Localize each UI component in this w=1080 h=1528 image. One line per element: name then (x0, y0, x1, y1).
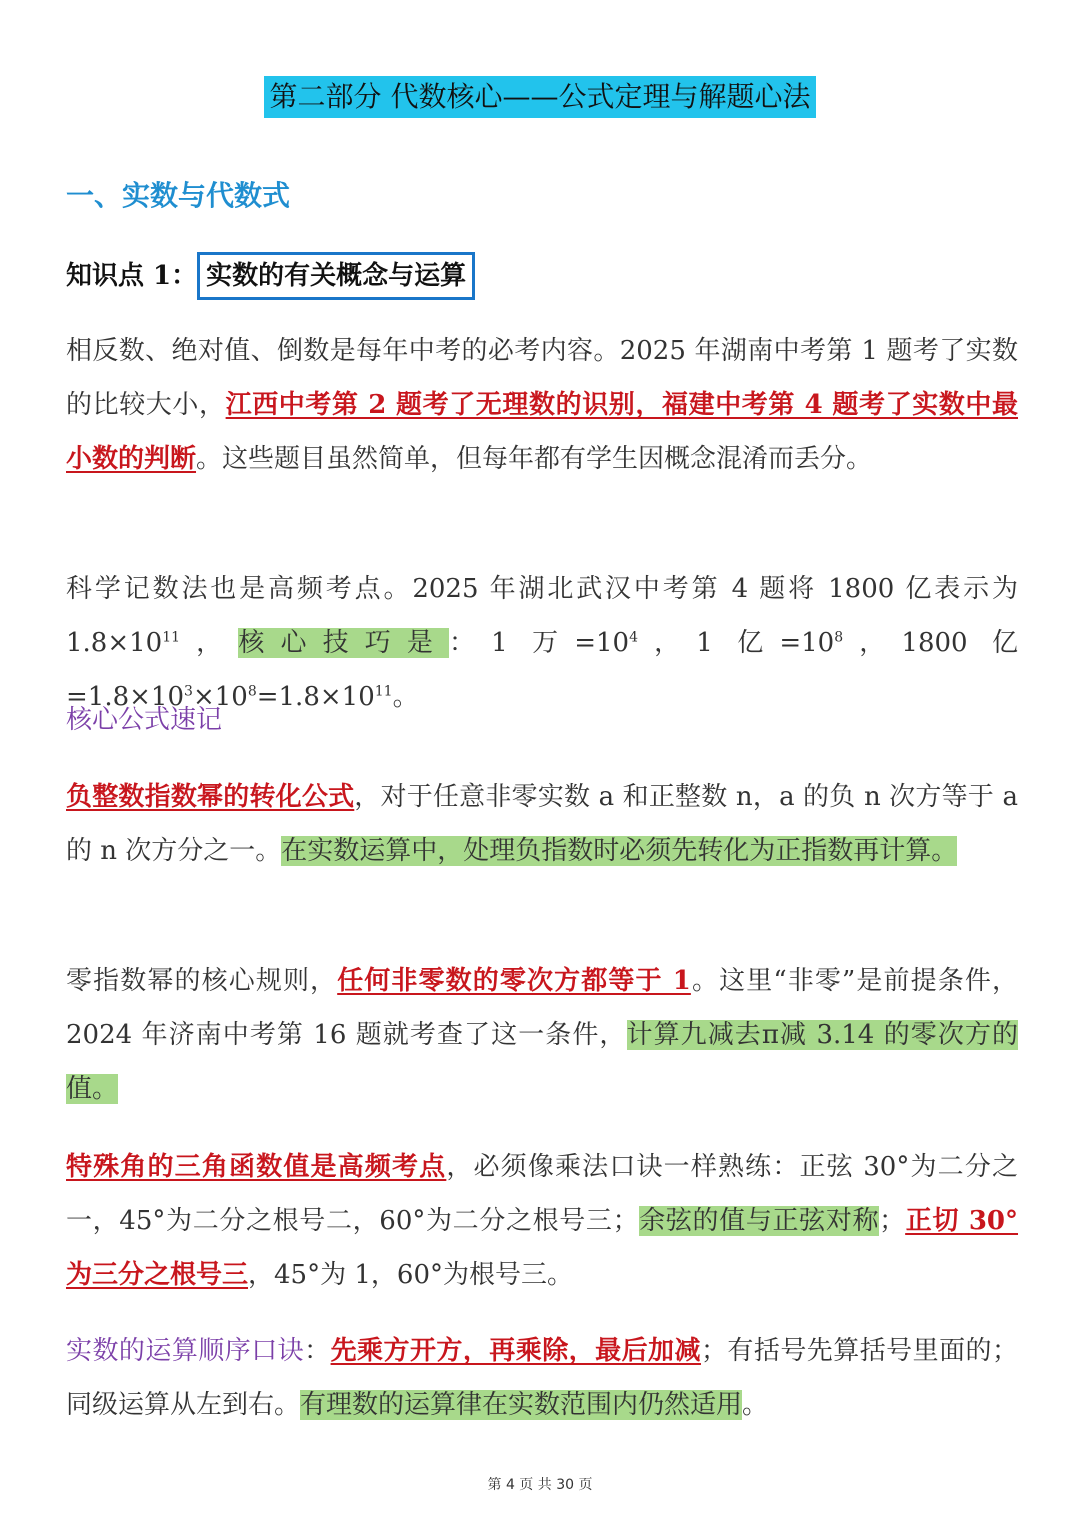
exponent: 3 (184, 683, 193, 700)
text: ，必须像乘法口诀一样熟练：正弦 30°为二分之一，45°为二分之根号二，60°为二分之根号三； (66, 1152, 1018, 1236)
text: ，1 亿=10 (638, 628, 835, 658)
green-highlight: 计算九减去π减 3.14 的零次方的值。 (66, 1020, 1018, 1104)
text: 。 (392, 682, 419, 712)
exponent: 8 (247, 683, 257, 700)
text: 。 (742, 1390, 769, 1420)
red-emphasis: 正切 30°为三分之根号三 (66, 1206, 1019, 1290)
exponent: 11 (162, 629, 181, 646)
text: ； (879, 1206, 906, 1236)
red-emphasis: 任何非零数的零次方都等于 1 (337, 966, 691, 996)
red-emphasis: 特殊角的三角函数值是高频考点 (66, 1152, 447, 1182)
knowledge-point-title: 实数的有关概念与运算 (197, 252, 475, 300)
purple-emphasis: 实数的运算顺序口诀 (66, 1336, 305, 1366)
green-highlight: 余弦的值与正弦对称 (638, 1206, 880, 1236)
paragraph-1 (66, 324, 1018, 486)
text: =1.8×10 (256, 682, 375, 712)
text: ，45°为 1，60°为根号三。 (248, 1260, 573, 1290)
text: 科学记数法也是高频考点。2025 年湖北武汉中考第 4 题将 1800 亿表示为 1.8×10 (66, 574, 1018, 658)
text: ，对于任意非零实数 a 和正整数 n，a 的负 n 次方等于 a 的 n 次方分之一。 (66, 782, 1018, 866)
subheading: 核心公式速记 (66, 705, 223, 735)
red-emphasis: 先乘方开方，再乘除，最后加减 (330, 1336, 701, 1366)
red-emphasis: 江西中考第 2 题考了无理数的识别，福建中考第 4 题考了实数中最小数的判断 (66, 390, 1018, 474)
green-highlight: 在实数运算中，处理负指数时必须先转化为正指数再计算。 (281, 836, 958, 866)
exponent: 8 (834, 629, 844, 646)
text: 零指数幂的核心规则， (66, 966, 338, 996)
text: 。这些题目虽然简单，但每年都有学生因概念混淆而丢分。 (196, 444, 873, 474)
exponent: 11 (374, 683, 393, 700)
paragraph-5 (66, 1140, 1018, 1302)
knowledge-point-heading (66, 252, 475, 300)
text: ；有括号先算括号里面的；同级运算从左到右。 (66, 1336, 1018, 1420)
exponent: 4 (629, 629, 638, 646)
text: 。这里“非零”是前提条件，2024 年济南中考第 16 题就考查了这一条件， (66, 966, 1018, 1050)
part-banner-title: 第二部分 代数核心——公式定理与解题心法 (264, 76, 817, 118)
text: ，1800 亿=1.8×10 (66, 628, 1018, 712)
text: ： (304, 1336, 331, 1366)
green-highlight: 有理数的运算律在实数范围内仍然适用 (300, 1390, 743, 1420)
green-highlight: 核心技巧是 (238, 628, 449, 658)
paragraph-3 (66, 770, 1018, 878)
red-emphasis: 负整数指数幂的转化公式 (66, 782, 355, 812)
knowledge-point-label: 知识点 1： (66, 261, 198, 291)
text: ， (180, 628, 239, 658)
text: ：1 万=10 (449, 628, 630, 658)
paragraph-6 (66, 1324, 1018, 1432)
text: ×10 (192, 682, 248, 712)
section-title: 一、实数与代数式 (66, 179, 291, 212)
text: 相反数、绝对值、倒数是每年中考的必考内容。2025 年湖南中考第 1 题考了实数的比较大小， (66, 336, 1018, 420)
part-banner (0, 76, 1080, 118)
page-footer: 第 4 页 共 30 页 (487, 1477, 593, 1493)
paragraph-4 (66, 954, 1018, 1116)
